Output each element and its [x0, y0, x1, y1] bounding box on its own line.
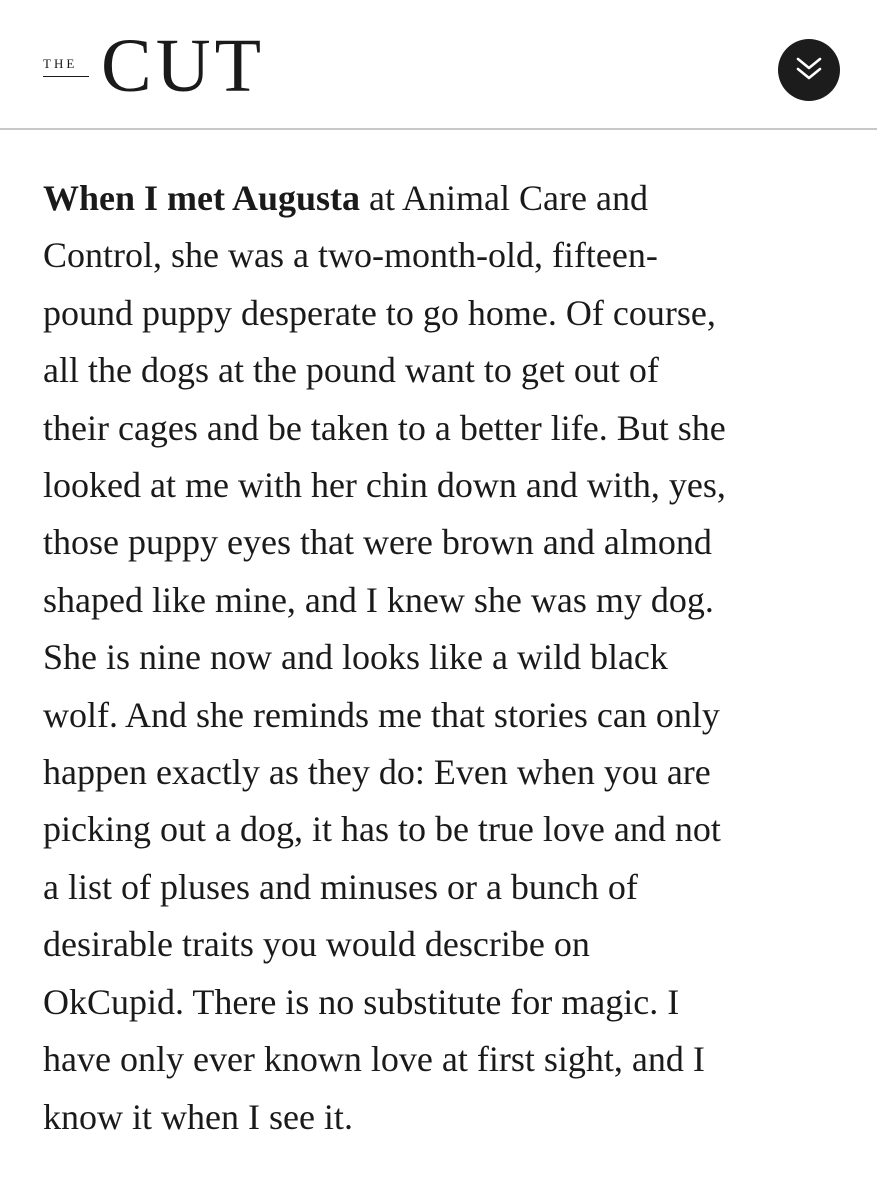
paragraph-line: know it when I see it.: [43, 1096, 353, 1137]
paragraph-line: a list of pluses and minuses or a bunch of: [43, 866, 638, 907]
paragraph-line: OkCupid. There is no substitute for magic. I: [43, 981, 680, 1022]
paragraph-lead: When I met Augusta: [43, 178, 361, 218]
logo-cut-text: CUT: [101, 24, 265, 108]
expand-button[interactable]: [778, 39, 840, 101]
logo-rule: [43, 76, 89, 77]
paragraph-line: pound puppy desperate to go home. Of course,: [43, 292, 716, 333]
paragraph-line: picking out a dog, it has to be true love and not: [43, 809, 721, 850]
paragraph-line: those puppy eyes that were brown and almond: [43, 522, 712, 563]
article-body: [43, 170, 843, 1146]
paragraph-line: happen exactly as they do: Even when you are: [43, 752, 711, 793]
paragraph-line: desirable traits you would describe on: [43, 924, 590, 965]
site-header: [0, 0, 877, 130]
logo-the-text: THE: [43, 56, 78, 71]
paragraph-line: wolf. And she reminds me that stories can only: [43, 694, 720, 735]
paragraph-line: She is nine now and looks like a wild black: [43, 637, 668, 678]
article-paragraph: [43, 170, 843, 1146]
paragraph-line: [43, 170, 843, 227]
paragraph-line: looked at me with her chin down and with, yes,: [43, 465, 726, 506]
paragraph-line: have only ever known love at first sight, and I: [43, 1039, 705, 1080]
paragraph-line: Control, she was a two-month-old, fifteen-: [43, 235, 658, 276]
paragraph-line-text: at Animal Care and: [360, 178, 648, 218]
paragraph-line: all the dogs at the pound want to get out of: [43, 350, 659, 391]
paragraph-line: their cages and be taken to a better life. But she: [43, 407, 726, 448]
chevron-double-down-icon: [795, 54, 823, 86]
paragraph-line: shaped like mine, and I knew she was my dog.: [43, 579, 714, 620]
